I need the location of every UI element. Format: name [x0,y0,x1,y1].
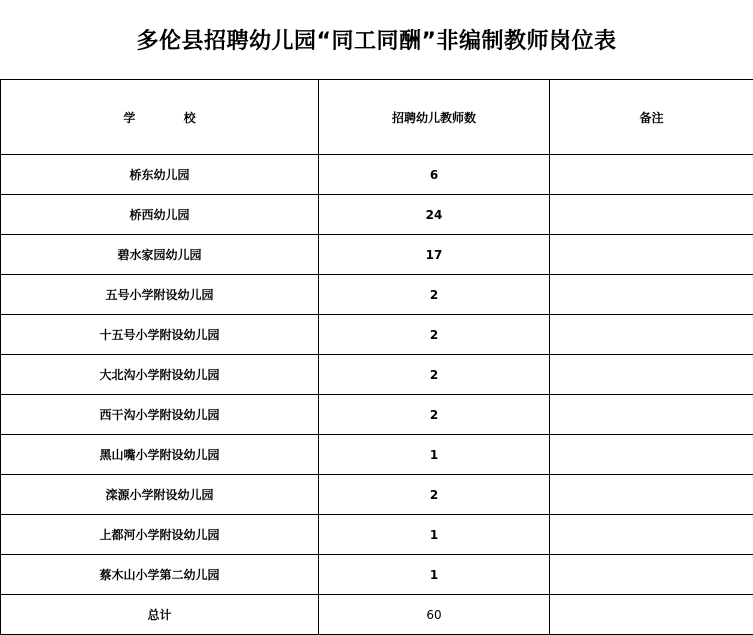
school-cell: 滦源小学附设幼儿园 [1,475,319,515]
school-cell: 上都河小学附设幼儿园 [1,515,319,555]
table-row [1,475,753,515]
table-row [1,315,753,355]
school-cell: 五号小学附设幼儿园 [1,275,319,315]
header-school-label: 学 校 [123,110,218,125]
header-school [1,80,319,155]
positions-table [0,79,753,635]
school-cell: 桥西幼儿园 [1,195,319,235]
table-row [1,515,753,555]
count-cell: 2 [319,355,550,395]
table-row [1,275,753,315]
count-cell: 24 [319,195,550,235]
total-count: 60 [319,595,550,635]
remark-cell [550,195,753,235]
table-row [1,395,753,435]
count-cell: 17 [319,235,550,275]
total-row [1,595,753,635]
count-cell: 2 [319,315,550,355]
header-remark: 备注 [550,80,753,155]
school-cell: 桥东幼儿园 [1,155,319,195]
remark-cell [550,155,753,195]
table-row [1,555,753,595]
school-cell: 蔡木山小学第二幼儿园 [1,555,319,595]
count-cell: 2 [319,275,550,315]
count-cell: 6 [319,155,550,195]
remark-cell [550,395,753,435]
school-cell: 西干沟小学附设幼儿园 [1,395,319,435]
remark-cell [550,475,753,515]
table-row [1,435,753,475]
table-header-row [1,80,753,155]
remark-cell [550,315,753,355]
total-remark [550,595,753,635]
remark-cell [550,355,753,395]
count-cell: 1 [319,515,550,555]
remark-cell [550,555,753,595]
remark-cell [550,235,753,275]
table-row [1,355,753,395]
table-row [1,155,753,195]
remark-cell [550,275,753,315]
count-cell: 2 [319,475,550,515]
school-cell: 碧水家园幼儿园 [1,235,319,275]
school-cell: 十五号小学附设幼儿园 [1,315,319,355]
remark-cell [550,435,753,475]
count-cell: 1 [319,435,550,475]
total-label: 总计 [1,595,319,635]
count-cell: 1 [319,555,550,595]
header-count: 招聘幼儿教师数 [319,80,550,155]
school-cell: 大北沟小学附设幼儿园 [1,355,319,395]
remark-cell [550,515,753,555]
table-row [1,235,753,275]
school-cell: 黑山嘴小学附设幼儿园 [1,435,319,475]
table-body [1,155,753,595]
page-title: 多伦县招聘幼儿园“同工同酬”非编制教师岗位表 [0,0,753,80]
count-cell: 2 [319,395,550,435]
table-row [1,195,753,235]
